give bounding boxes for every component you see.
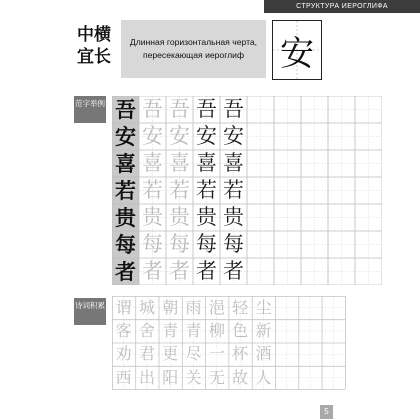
practice-char: 喜 — [223, 151, 244, 175]
section-label-examples: 范字举例 — [74, 96, 106, 123]
poem-grid — [112, 296, 345, 389]
trace-char: 安 — [169, 124, 190, 148]
practice-char: 安 — [196, 124, 217, 148]
practice-char: 者 — [196, 259, 217, 283]
poem-trace-char: 谓 — [115, 297, 132, 317]
poem-trace-char: 色 — [232, 320, 249, 340]
trace-char: 喜 — [142, 151, 163, 175]
section-label-poems: 诗词积累 — [74, 298, 106, 325]
practice-char: 若 — [223, 178, 244, 202]
model-char: 贵 — [115, 205, 136, 230]
model-char: 吾 — [115, 97, 136, 122]
poem-trace-char: 故 — [232, 367, 249, 387]
example-char-box — [272, 20, 322, 80]
practice-char: 每 — [196, 232, 217, 256]
trace-char: 吾 — [142, 97, 163, 121]
rule-label: 中横宜长 — [77, 25, 111, 67]
poem-trace-char: 客 — [115, 320, 132, 340]
trace-char: 喜 — [169, 151, 190, 175]
practice-char: 贵 — [196, 205, 217, 229]
poem-trace-char: 无 — [208, 367, 225, 387]
model-char: 者 — [115, 259, 136, 284]
trace-char: 若 — [169, 178, 190, 202]
practice-char: 若 — [196, 178, 217, 202]
example-char: 安 — [280, 33, 314, 74]
model-char: 若 — [115, 178, 136, 203]
page-number: 5 — [320, 405, 333, 419]
poem-trace-char: 杯 — [232, 344, 249, 364]
poem-trace-char: 酒 — [255, 344, 272, 364]
poem-trace-char: 青 — [162, 320, 179, 340]
practice-char: 吾 — [223, 97, 244, 121]
poem-trace-char: 舍 — [138, 320, 155, 340]
page-header-title: СТРУКТУРА ИЕРОГЛИФА — [296, 3, 388, 10]
poem-trace-char: 城 — [138, 297, 155, 317]
poem-trace-char: 人 — [255, 367, 272, 387]
practice-char: 者 — [223, 259, 244, 283]
poem-trace-char: 浥 — [208, 297, 225, 317]
poem-trace-char: 朝 — [162, 297, 179, 317]
poem-trace-char: 更 — [162, 344, 179, 364]
trace-char: 若 — [142, 178, 163, 202]
practice-char: 每 — [223, 232, 244, 256]
practice-char: 吾 — [196, 97, 217, 121]
poem-trace-char: 劝 — [115, 344, 132, 364]
model-char: 喜 — [115, 151, 136, 176]
trace-char: 每 — [142, 232, 163, 256]
trace-char: 每 — [169, 232, 190, 256]
trace-char: 贵 — [142, 205, 163, 229]
poem-trace-char: 尽 — [185, 344, 202, 364]
trace-char: 安 — [142, 124, 163, 148]
practice-char: 贵 — [223, 205, 244, 229]
model-char: 每 — [115, 232, 136, 257]
poem-trace-char: 轻 — [232, 297, 249, 317]
poem-trace-char: 柳 — [208, 320, 225, 340]
practice-char: 安 — [223, 124, 244, 148]
rule-description: Длинная горизонтальная черта, пересекающая иероглиф — [121, 20, 266, 78]
poem-trace-char: 西 — [115, 367, 132, 387]
poem-trace-char: 关 — [185, 367, 202, 387]
trace-char: 者 — [169, 259, 190, 283]
poem-trace-char: 雨 — [185, 297, 202, 317]
trace-char: 者 — [142, 259, 163, 283]
practice-grid — [112, 96, 382, 285]
trace-char: 吾 — [169, 97, 190, 121]
poem-trace-char: 阳 — [162, 367, 179, 387]
poem-trace-char: 尘 — [255, 297, 272, 317]
poem-trace-char: 青 — [185, 320, 202, 340]
poem-trace-char: 出 — [138, 367, 155, 387]
poem-trace-char: 君 — [138, 344, 155, 364]
model-char: 安 — [115, 124, 136, 149]
practice-char: 喜 — [196, 151, 217, 175]
poem-trace-char: 一 — [208, 344, 225, 364]
poem-trace-char: 新 — [255, 320, 272, 340]
trace-char: 贵 — [169, 205, 190, 229]
